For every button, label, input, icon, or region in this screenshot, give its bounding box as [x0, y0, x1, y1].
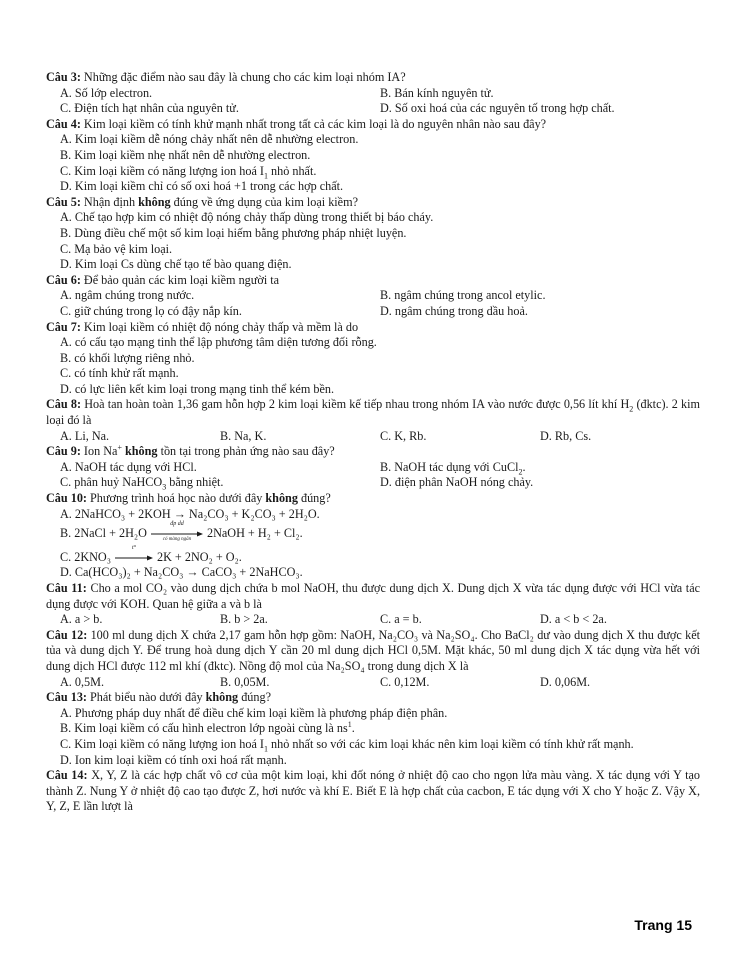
question-text: Để bảo quản các kim loại kiềm người ta: [83, 272, 280, 287]
options-row: [46, 612, 700, 628]
question-label: Câu 3:: [46, 70, 81, 84]
reaction-arrow: [115, 545, 153, 563]
option-d: D. Rb, Cs.: [540, 428, 592, 443]
option-b: B. 0,05M.: [220, 674, 270, 689]
option-text: 2K + 2NO₂ + O₂.: [156, 549, 242, 564]
option-b: B. Na, K.: [220, 428, 267, 443]
question-label: Câu 5:: [46, 194, 81, 209]
question-text: Nhận định: [83, 194, 139, 209]
option-d: D. a < b < 2a.: [540, 612, 607, 627]
option-a: A. NaOH tác dụng với HCl.: [60, 459, 197, 474]
option-b: B. Bán kính nguyên tử.: [380, 85, 494, 100]
option-text: bằng nhiệt.: [166, 475, 224, 490]
question-5: [46, 195, 700, 211]
subscript: 1: [263, 171, 268, 180]
option-d: D. Ion kim loại kiềm có tính oxi hoá rất mạnh.: [60, 752, 287, 767]
option-c: C. có tính khử rất mạnh.: [60, 366, 179, 381]
option-c: [46, 737, 700, 753]
superscript: 1: [347, 720, 352, 730]
emphasis: không: [138, 194, 171, 209]
question-label: Câu 9:: [46, 444, 81, 459]
superscript: +: [117, 443, 122, 453]
emphasis: không: [205, 690, 239, 705]
option-a: A. có cấu tạo mạng tinh thể lập phương tâm diện tương đối rỗng.: [60, 335, 377, 350]
option-c: C. Mạ bảo vệ kim loại.: [60, 241, 173, 256]
emphasis: không: [265, 491, 298, 506]
question-14: [46, 768, 700, 815]
option-text: .: [351, 721, 355, 736]
subscript: 1: [263, 744, 268, 754]
option-b: B. có khối lượng riêng nhỏ.: [60, 350, 195, 365]
option-a: A. a > b.: [60, 612, 103, 627]
option-d: D. ngâm chúng trong dầu hoả.: [380, 303, 528, 318]
question-text: đúng?: [297, 491, 331, 506]
option-b: B. ngâm chúng trong ancol etylic.: [380, 288, 546, 303]
option-text: C. Kim loại kiềm có năng lượng ion hoá I: [60, 736, 264, 751]
question-label: Câu 10:: [46, 491, 87, 506]
question-text: 100 ml dung dịch X chứa 2,17 gam hỗn hợp gồm: NaOH, Na₂CO₃ và Na₂SO₄. Cho BaCl₂ dư vào dung dịch X thu được kết tủa và dung dịch Y. Để trung hoà dung dịch Y cần 20 ml dung dịch HCl 0,5M. Mặt khác, 50 ml dung dịch X tác dụng vừa hết với dung dịch HCl được 112 ml khí (đktc). Nồng độ mol của Na₂SO₄ trong dung dịch X là: [46, 627, 700, 673]
option-b: [380, 460, 700, 476]
option-c: [46, 545, 700, 566]
question-text: đúng?: [238, 690, 271, 705]
question-text: (đktc). 2 kim loại đó là: [46, 397, 701, 428]
question-label: Câu 11:: [46, 581, 87, 595]
arrow-condition: có màng ngăn: [162, 537, 192, 543]
options-row: [46, 475, 700, 491]
question-11: [46, 581, 700, 612]
option-c: C. Điện tích hạt nhân của nguyên tử.: [60, 101, 239, 116]
option-b: [46, 721, 700, 737]
options-row: [46, 86, 700, 102]
question-label: Câu 4:: [46, 116, 81, 131]
question-text: Ion Na: [83, 444, 118, 459]
question-label: Câu 13:: [46, 690, 87, 705]
option-a: A. Chế tạo hợp kim có nhiệt độ nóng chảy thấp dùng trong thiết bị báo cháy.: [60, 210, 434, 225]
options-row: [46, 101, 700, 117]
option-a: A. Li, Na.: [60, 428, 110, 443]
page-number: Trang 15: [634, 917, 692, 933]
options-row: [46, 288, 700, 304]
option-c: C. K, Rb.: [380, 428, 427, 443]
question-text: X, Y, Z là các hợp chất vô cơ của một kim loại, khi đốt nóng ở nhiệt độ cao cho ngọn lửa màu vàng. X tác dụng với Y tạo thành Z. Nung Y ở nhiệt độ cao tạo được Z, hơi nước và khí E. Biết E là hợp chất của cacbon, E tác dụng với X cho Y hoặc Z. Vậy X, Y, Z, E lần lượt là: [46, 768, 701, 814]
subscript: 2: [629, 404, 634, 414]
arrow-condition: t°: [131, 545, 137, 552]
option-text: B. 2NaCl + 2H₂O: [60, 526, 147, 541]
question-4: [46, 117, 700, 133]
question-10: [46, 491, 700, 507]
question-text: Hoà tan hoàn toàn 1,36 gam hỗn hợp 2 kim loại kiềm kế tiếp nhau trong nhóm IA vào nước được 0,56 lít khí H: [84, 397, 630, 412]
question-text: Cho a mol CO₂ vào dung dịch chứa b mol NaOH, thu được dung dịch X. Dung dịch X vừa tác dụng được với HCl vừa tác dụng được với KOH. Quan hệ giữa a và b là: [46, 581, 701, 611]
option-c: C. 0,12M.: [380, 674, 430, 689]
option-d: D. Ca(HCO₃)₂ + Na₂CO₃ → CaCO₃ + 2NaHCO₃.: [60, 565, 303, 580]
question-label: Câu 6:: [46, 272, 81, 287]
option-a: A. 2NaHCO₃ + 2KOH → Na₂CO₃ + K₂CO₃ + 2H₂O.: [60, 506, 320, 521]
question-3: [46, 70, 700, 86]
option-c: [46, 164, 700, 180]
options-row: [46, 460, 700, 476]
option-a: A. Phương pháp duy nhất để điều chế kim loại kiềm là phương pháp điện phân.: [60, 705, 448, 720]
options-row: [46, 429, 700, 445]
option-a: A. Số lớp electron.: [60, 85, 153, 100]
subscript: 3: [162, 482, 167, 492]
option-b: B. Kim loại kiềm nhẹ nhất nên dễ nhường electron.: [60, 147, 311, 162]
option-text: C. Kim loại kiềm có năng lượng ion hoá I: [60, 163, 264, 178]
option-text: B. Kim loại kiềm có cấu hình electron lớp ngoài cùng là ns: [60, 721, 348, 736]
option-text: C. 2KNO₃: [60, 549, 111, 564]
option-b: B. b > 2a.: [220, 612, 268, 627]
option-text: C. phân huỷ NaHCO: [60, 475, 163, 490]
option-d: D. Số oxi hoá của các nguyên tố trong hợp chất.: [380, 101, 615, 116]
option-c: [60, 475, 380, 491]
option-c: C. a = b.: [380, 612, 422, 627]
option-d: D. có lực liên kết kim loại trong mạng tinh thể kém bền.: [60, 381, 334, 396]
question-text: Phương trình hoá học nào dưới đây: [90, 491, 266, 506]
emphasis: không: [125, 444, 158, 459]
question-6: [46, 273, 700, 289]
subscript: 2: [518, 467, 523, 477]
option-a: A. Kim loại kiềm dễ nóng chảy nhất nên dễ nhường electron.: [60, 132, 359, 147]
option-d: D. Kim loại kiềm chỉ có số oxi hoá +1 trong các hợp chất.: [60, 179, 344, 194]
option-d: D. điện phân NaOH nóng chảy.: [380, 475, 534, 490]
question-label: Câu 14:: [46, 768, 88, 783]
question-13: [46, 690, 700, 706]
question-text: Những đặc điểm nào sau đây là chung cho các kim loại nhóm IA?: [83, 70, 406, 84]
question-text: đúng về ứng dụng của kim loại kiềm?: [170, 194, 358, 209]
question-8: [46, 397, 700, 428]
option-d: D. Kim loại Cs dùng chế tạo tế bào quang điện.: [60, 257, 292, 272]
option-text: nhỏ nhất so với các kim loại khác nên kim loại kiềm có tính khử rất mạnh.: [267, 736, 634, 751]
option-a: A. 0,5M.: [60, 674, 105, 689]
question-label: Câu 7:: [46, 319, 81, 334]
reaction-arrow: [151, 521, 203, 543]
question-label: Câu 8:: [46, 397, 82, 412]
question-7: [46, 320, 700, 336]
question-text: Kim loại kiềm có tính khử mạnh nhất trong tất cả các kim loại là do nguyên nhân nào sau đây?: [83, 116, 547, 131]
option-text: .: [522, 459, 526, 474]
question-text: Kim loại kiềm có nhiệt độ nóng chảy thấp và mềm là do: [83, 319, 359, 334]
option-d: D. 0,06M.: [540, 674, 591, 689]
option-b: [46, 521, 700, 543]
option-text: nhỏ nhất.: [267, 163, 317, 178]
option-b: B. Dùng điều chế một số kim loại hiếm bằng phương pháp nhiệt luyện.: [60, 225, 407, 240]
question-text: tồn tại trong phản ứng nào sau đây?: [157, 444, 335, 459]
options-row: [46, 675, 700, 691]
question-text: Phát biểu nào dưới đây: [90, 690, 206, 705]
option-c: C. giữ chúng trong lọ có đậy nắp kín.: [60, 303, 242, 318]
question-12: [46, 628, 700, 675]
options-row: [46, 304, 700, 320]
option-text: 2NaOH + H₂ + Cl₂.: [206, 526, 303, 541]
option-a: A. ngâm chúng trong nước.: [60, 288, 195, 303]
question-9: [46, 444, 700, 460]
arrow-condition: đp dd: [170, 521, 184, 528]
option-text: B. NaOH tác dụng với CuCl: [380, 459, 519, 474]
question-label: Câu 12:: [46, 627, 88, 642]
